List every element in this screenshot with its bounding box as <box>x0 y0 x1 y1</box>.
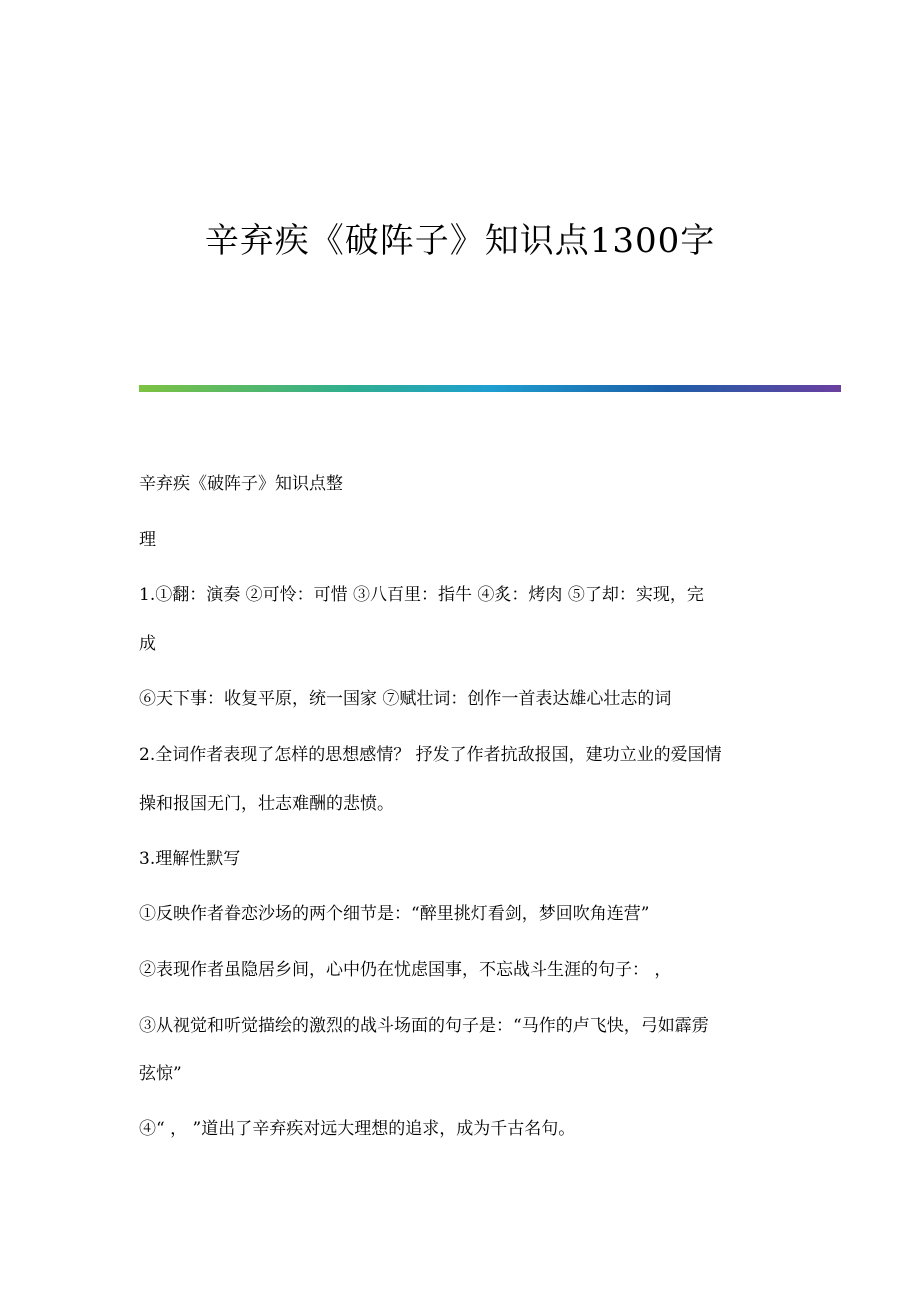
text-line: 1.①翻：演奏 ②可怜：可惜 ③八百里：指牛 ④炙：烤肉 ⑤了却：实现，完 <box>139 585 704 605</box>
text-line: 辛弃疾《破阵子》知识点整 <box>139 474 343 494</box>
text-line: ①反映作者眷恋沙场的两个细节是：“醉里挑灯看剑，梦回吹角连营” <box>139 904 650 924</box>
text-line: 理 <box>139 530 156 550</box>
text-line: ④“ ， ”道出了辛弃疾对远大理想的追求，成为千古名句。 <box>139 1119 576 1139</box>
text-line: 2.全词作者表现了怎样的思想感情？ 抒发了作者抗敌报国，建功立业的爱国情 <box>139 745 722 765</box>
gradient-divider <box>139 385 841 392</box>
text-line: 3.理解性默写 <box>139 849 241 869</box>
text-line: ②表现作者虽隐居乡间，心中仍在忧虑国事，不忘战斗生涯的句子： ， <box>139 960 672 980</box>
text-line: 弦惊” <box>139 1064 182 1084</box>
text-line: ③从视觉和听觉描绘的激烈的战斗场面的句子是：“马作的卢飞快，弓如霹雳 <box>139 1016 709 1036</box>
document-title: 辛弃疾《破阵子》知识点1300字 <box>204 221 716 261</box>
text-line: ⑥天下事：收复平原，统一国家 ⑦赋壮词：创作一首表达雄心壮志的词 <box>139 689 672 709</box>
text-line: 操和报国无门，壮志难酬的悲愤。 <box>139 794 394 814</box>
text-line: 成 <box>139 634 156 654</box>
